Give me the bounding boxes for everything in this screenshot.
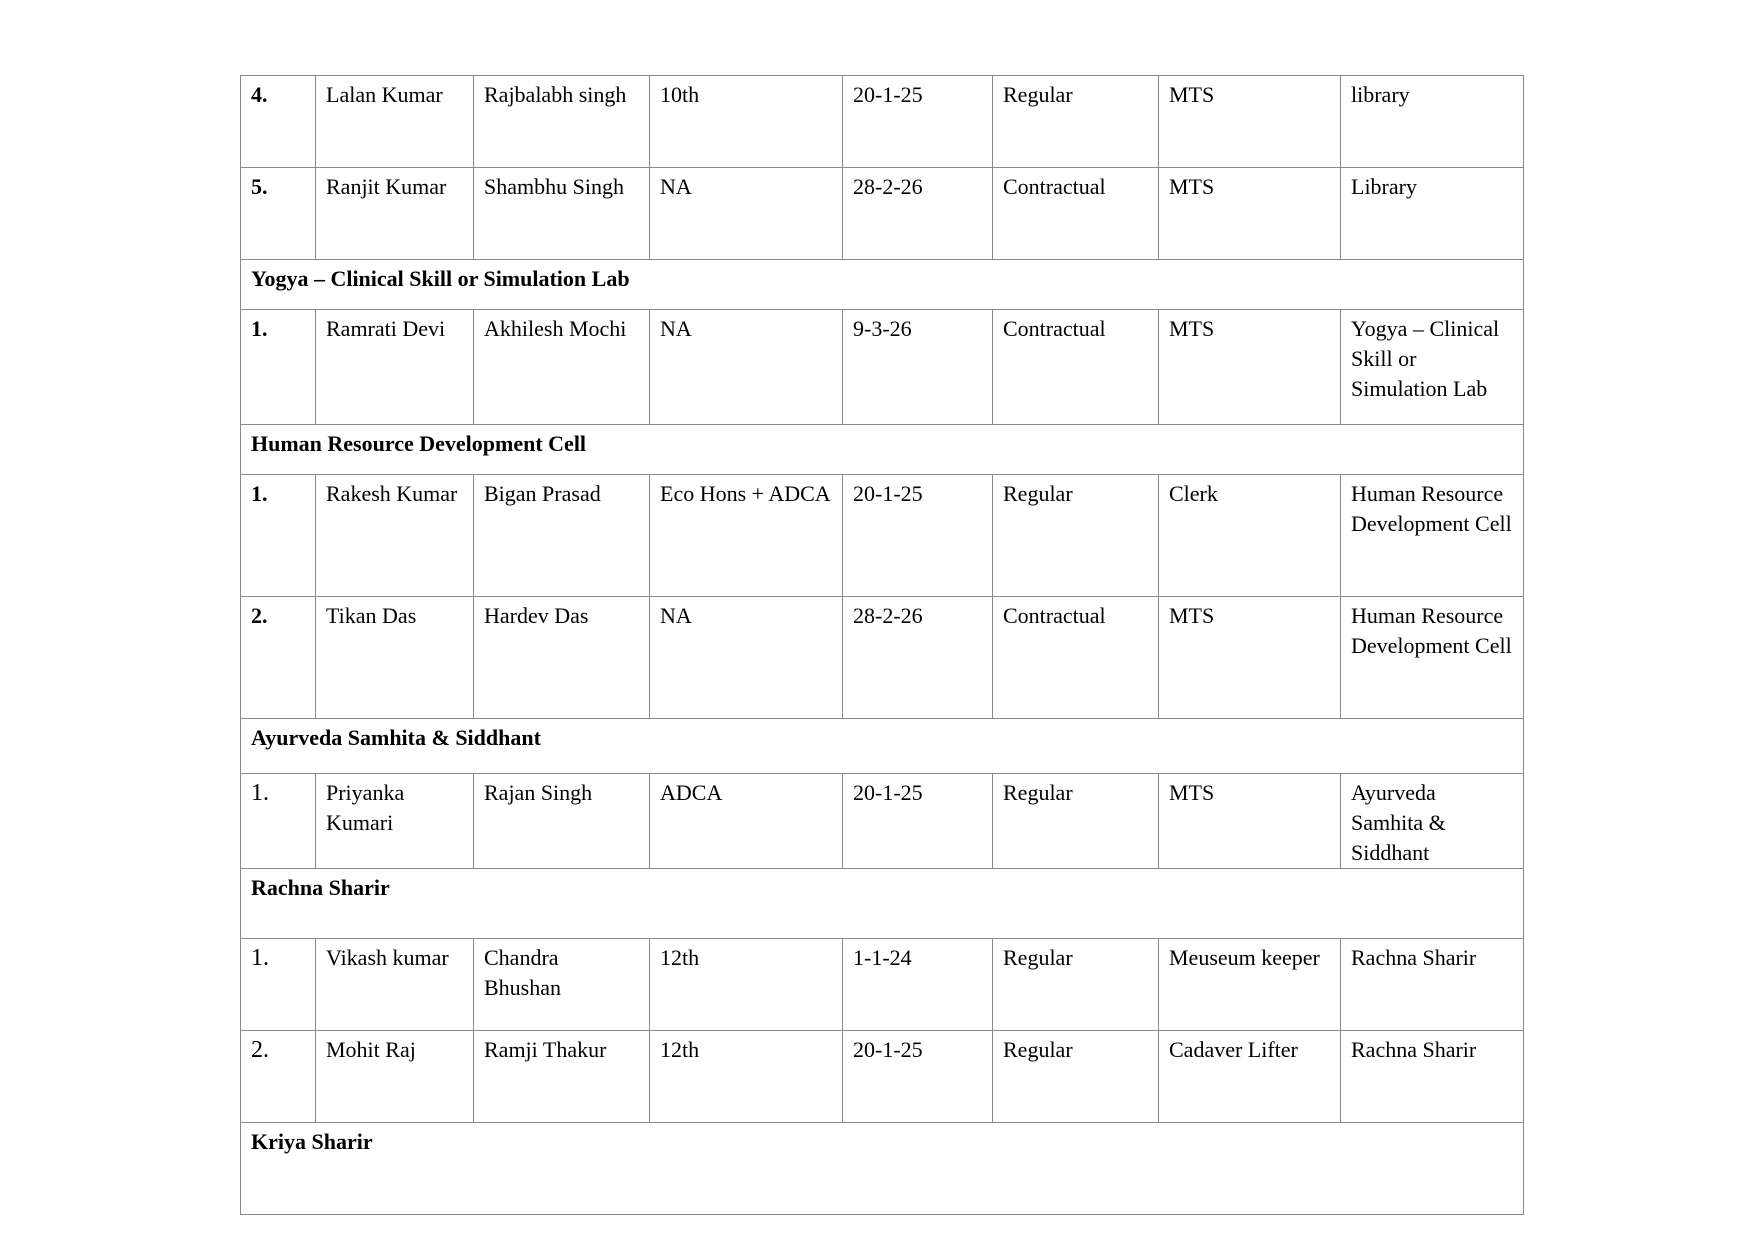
date-cell: 20-1-25 xyxy=(843,1031,993,1123)
section-header-row xyxy=(241,1123,1524,1215)
serial-number-cell: 1. xyxy=(241,475,316,597)
qualification-cell: NA xyxy=(650,597,843,719)
department-cell: Library xyxy=(1341,168,1524,260)
section-header-row xyxy=(241,719,1524,774)
table-body xyxy=(241,76,1524,1215)
name-cell: Ramrati Devi xyxy=(316,310,474,425)
name-cell: Lalan Kumar xyxy=(316,76,474,168)
father-name-cell: Bigan Prasad xyxy=(474,475,650,597)
post-cell: Clerk xyxy=(1159,475,1341,597)
serial-number-cell: 5. xyxy=(241,168,316,260)
serial-number-cell: 4. xyxy=(241,76,316,168)
father-name-cell: Hardev Das xyxy=(474,597,650,719)
name-cell: Mohit Raj xyxy=(316,1031,474,1123)
date-cell: 20-1-25 xyxy=(843,76,993,168)
date-cell: 28-2-26 xyxy=(843,168,993,260)
date-cell: 28-2-26 xyxy=(843,597,993,719)
table-row xyxy=(241,1031,1524,1123)
status-cell: Contractual xyxy=(993,597,1159,719)
status-cell: Regular xyxy=(993,76,1159,168)
department-cell: Human Resource Development Cell xyxy=(1341,597,1524,719)
father-name-cell: Akhilesh Mochi xyxy=(474,310,650,425)
section-title: Kriya Sharir xyxy=(241,1123,1524,1215)
section-title: Yogya – Clinical Skill or Simulation Lab xyxy=(241,260,1524,310)
date-cell: 9-3-26 xyxy=(843,310,993,425)
status-cell: Contractual xyxy=(993,168,1159,260)
father-name-cell: Rajbalabh singh xyxy=(474,76,650,168)
date-cell: 20-1-25 xyxy=(843,774,993,869)
department-cell: library xyxy=(1341,76,1524,168)
name-cell: Rakesh Kumar xyxy=(316,475,474,597)
department-cell: Rachna Sharir xyxy=(1341,939,1524,1031)
table-row xyxy=(241,76,1524,168)
table-row xyxy=(241,310,1524,425)
date-cell: 20-1-25 xyxy=(843,475,993,597)
table-row xyxy=(241,475,1524,597)
section-header-row xyxy=(241,260,1524,310)
qualification-cell: NA xyxy=(650,168,843,260)
section-title: Ayurveda Samhita & Siddhant xyxy=(241,719,1524,774)
qualification-cell: ADCA xyxy=(650,774,843,869)
status-cell: Regular xyxy=(993,1031,1159,1123)
post-cell: Cadaver Lifter xyxy=(1159,1031,1341,1123)
status-cell: Regular xyxy=(993,475,1159,597)
department-cell: Rachna Sharir xyxy=(1341,1031,1524,1123)
table-row xyxy=(241,597,1524,719)
staff-table xyxy=(240,75,1524,1215)
name-cell: Ranjit Kumar xyxy=(316,168,474,260)
department-cell: Human Resource Development Cell xyxy=(1341,475,1524,597)
serial-number-cell: 1. xyxy=(241,939,316,1031)
department-cell: Ayurveda Samhita & Siddhant xyxy=(1341,774,1524,869)
post-cell: MTS xyxy=(1159,310,1341,425)
qualification-cell: NA xyxy=(650,310,843,425)
qualification-cell: 12th xyxy=(650,939,843,1031)
name-cell: Tikan Das xyxy=(316,597,474,719)
serial-number-cell: 2. xyxy=(241,597,316,719)
father-name-cell: Ramji Thakur xyxy=(474,1031,650,1123)
post-cell: MTS xyxy=(1159,597,1341,719)
section-header-row xyxy=(241,869,1524,939)
status-cell: Regular xyxy=(993,774,1159,869)
father-name-cell: Rajan Singh xyxy=(474,774,650,869)
status-cell: Regular xyxy=(993,939,1159,1031)
section-title: Human Resource Development Cell xyxy=(241,425,1524,475)
post-cell: MTS xyxy=(1159,774,1341,869)
serial-number-cell: 1. xyxy=(241,310,316,425)
name-cell: Priyanka Kumari xyxy=(316,774,474,869)
post-cell: MTS xyxy=(1159,168,1341,260)
section-title: Rachna Sharir xyxy=(241,869,1524,939)
qualification-cell: Eco Hons + ADCA xyxy=(650,475,843,597)
qualification-cell: 12th xyxy=(650,1031,843,1123)
father-name-cell: Shambhu Singh xyxy=(474,168,650,260)
post-cell: Meuseum keeper xyxy=(1159,939,1341,1031)
status-cell: Contractual xyxy=(993,310,1159,425)
table-row xyxy=(241,939,1524,1031)
section-header-row xyxy=(241,425,1524,475)
department-cell: Yogya – Clinical Skill or Simulation Lab xyxy=(1341,310,1524,425)
qualification-cell: 10th xyxy=(650,76,843,168)
father-name-cell: Chandra Bhushan xyxy=(474,939,650,1031)
serial-number-cell: 2. xyxy=(241,1031,316,1123)
table-row xyxy=(241,168,1524,260)
serial-number-cell: 1. xyxy=(241,774,316,869)
post-cell: MTS xyxy=(1159,76,1341,168)
date-cell: 1-1-24 xyxy=(843,939,993,1031)
name-cell: Vikash kumar xyxy=(316,939,474,1031)
table-row xyxy=(241,774,1524,869)
